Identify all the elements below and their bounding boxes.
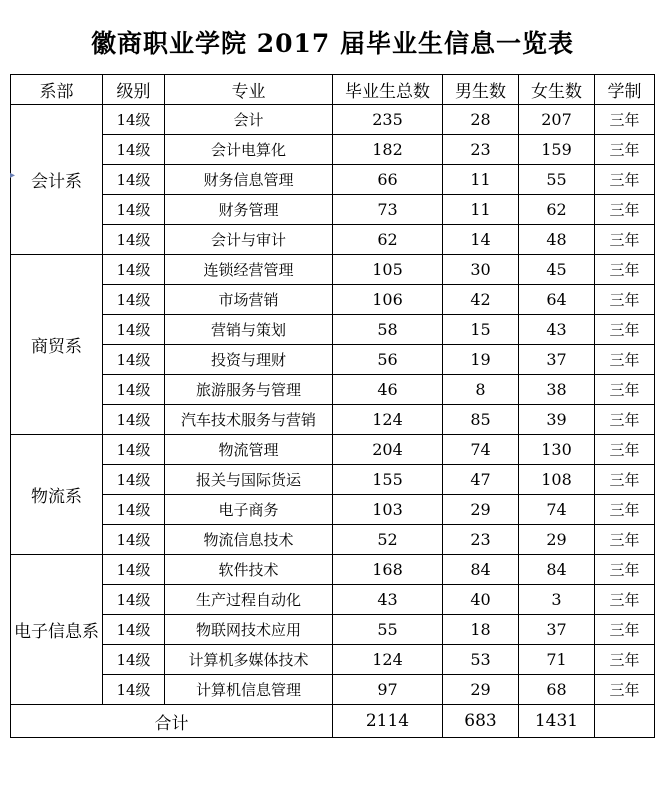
table-row: [11, 435, 655, 465]
total-cell: 43: [333, 585, 443, 615]
system-cell: 三年: [595, 405, 655, 435]
graduate-info-table: [10, 74, 655, 738]
female-cell: 38: [519, 375, 595, 405]
male-cell: 42: [443, 285, 519, 315]
major-cell: 计算机多媒体技术: [165, 645, 333, 675]
total-cell: 62: [333, 225, 443, 255]
female-cell: 37: [519, 345, 595, 375]
total-cell: 46: [333, 375, 443, 405]
system-cell: 三年: [595, 345, 655, 375]
table-row: [11, 135, 655, 165]
system-cell: 三年: [595, 435, 655, 465]
major-cell: 会计电算化: [165, 135, 333, 165]
level-cell: 14级: [103, 615, 165, 645]
total-cell: 204: [333, 435, 443, 465]
system-cell: 三年: [595, 585, 655, 615]
major-cell: 会计与审计: [165, 225, 333, 255]
male-cell: 53: [443, 645, 519, 675]
level-cell: 14级: [103, 465, 165, 495]
table-row: [11, 345, 655, 375]
table-row: [11, 375, 655, 405]
major-cell: 投资与理财: [165, 345, 333, 375]
total-label-cell: 合计: [11, 705, 333, 738]
system-cell: 三年: [595, 675, 655, 705]
table-row: [11, 525, 655, 555]
system-cell: 三年: [595, 375, 655, 405]
page-title: 徽商职业学院 2017 届毕业生信息一览表: [91, 29, 574, 58]
system-cell: 三年: [595, 195, 655, 225]
male-cell: 23: [443, 525, 519, 555]
level-cell: 14级: [103, 555, 165, 585]
column-header-female: 女生数: [519, 75, 595, 105]
system-cell: 三年: [595, 105, 655, 135]
system-cell: 三年: [595, 525, 655, 555]
header-row: [11, 75, 655, 105]
male-cell: 18: [443, 615, 519, 645]
female-cell: 74: [519, 495, 595, 525]
male-cell: 28: [443, 105, 519, 135]
dept-cell: 会计系: [11, 105, 103, 255]
female-cell: 39: [519, 405, 595, 435]
table-row: [11, 285, 655, 315]
male-cell: 8: [443, 375, 519, 405]
total-cell: 235: [333, 105, 443, 135]
male-cell: 40: [443, 585, 519, 615]
male-cell: 29: [443, 495, 519, 525]
female-cell: 84: [519, 555, 595, 585]
level-cell: 14级: [103, 675, 165, 705]
system-cell: 三年: [595, 225, 655, 255]
table-row: [11, 315, 655, 345]
table-row: [11, 255, 655, 285]
female-cell: 71: [519, 645, 595, 675]
system-cell: 三年: [595, 165, 655, 195]
system-cell: 三年: [595, 465, 655, 495]
female-cell: 43: [519, 315, 595, 345]
female-cell: 108: [519, 465, 595, 495]
male-cell: 74: [443, 435, 519, 465]
total-cell: 55: [333, 615, 443, 645]
total-cell: 105: [333, 255, 443, 285]
level-cell: 14级: [103, 405, 165, 435]
table-row: [11, 225, 655, 255]
total-system-cell: [595, 705, 655, 738]
dept-cell: 物流系: [11, 435, 103, 555]
male-cell: 15: [443, 315, 519, 345]
margin-mark-icon: ▸: [10, 170, 16, 181]
column-header-major: 专业: [165, 75, 333, 105]
female-cell: 207: [519, 105, 595, 135]
column-header-level: 级别: [103, 75, 165, 105]
total-cell: 56: [333, 345, 443, 375]
total-cell: 106: [333, 285, 443, 315]
table-row: [11, 495, 655, 525]
table-row: [11, 675, 655, 705]
major-cell: 汽车技术服务与营销: [165, 405, 333, 435]
level-cell: 14级: [103, 105, 165, 135]
major-cell: 营销与策划: [165, 315, 333, 345]
table-row: [11, 555, 655, 585]
female-cell: 62: [519, 195, 595, 225]
table-row: [11, 645, 655, 675]
level-cell: 14级: [103, 435, 165, 465]
female-cell: 130: [519, 435, 595, 465]
table-row: [11, 165, 655, 195]
total-cell: 168: [333, 555, 443, 585]
system-cell: 三年: [595, 315, 655, 345]
level-cell: 14级: [103, 285, 165, 315]
table-total-row: [11, 705, 655, 738]
major-cell: 物流管理: [165, 435, 333, 465]
table-row: [11, 465, 655, 495]
major-cell: 计算机信息管理: [165, 675, 333, 705]
total-cell: 52: [333, 525, 443, 555]
table-row: [11, 195, 655, 225]
male-cell: 23: [443, 135, 519, 165]
document-page: [0, 24, 665, 794]
major-cell: 物联网技术应用: [165, 615, 333, 645]
major-cell: 市场营销: [165, 285, 333, 315]
system-cell: 三年: [595, 615, 655, 645]
table-body: [11, 105, 655, 738]
level-cell: 14级: [103, 135, 165, 165]
total-cell: 155: [333, 465, 443, 495]
male-cell: 11: [443, 165, 519, 195]
level-cell: 14级: [103, 165, 165, 195]
total-male-cell: 683: [443, 705, 519, 738]
total-female-cell: 1431: [519, 705, 595, 738]
female-cell: 3: [519, 585, 595, 615]
major-cell: 连锁经营管理: [165, 255, 333, 285]
total-cell: 66: [333, 165, 443, 195]
level-cell: 14级: [103, 645, 165, 675]
level-cell: 14级: [103, 495, 165, 525]
male-cell: 14: [443, 225, 519, 255]
male-cell: 30: [443, 255, 519, 285]
table-row: [11, 615, 655, 645]
major-cell: 旅游服务与管理: [165, 375, 333, 405]
major-cell: 报关与国际货运: [165, 465, 333, 495]
dept-cell: 商贸系: [11, 255, 103, 435]
level-cell: 14级: [103, 195, 165, 225]
male-cell: 11: [443, 195, 519, 225]
system-cell: 三年: [595, 495, 655, 525]
male-cell: 85: [443, 405, 519, 435]
total-cell: 182: [333, 135, 443, 165]
total-cell: 97: [333, 675, 443, 705]
level-cell: 14级: [103, 375, 165, 405]
level-cell: 14级: [103, 225, 165, 255]
male-cell: 84: [443, 555, 519, 585]
table-header: [11, 75, 655, 105]
total-cell: 73: [333, 195, 443, 225]
female-cell: 45: [519, 255, 595, 285]
total-graduates-cell: 2114: [333, 705, 443, 738]
column-header-male: 男生数: [443, 75, 519, 105]
male-cell: 29: [443, 675, 519, 705]
system-cell: 三年: [595, 645, 655, 675]
male-cell: 47: [443, 465, 519, 495]
column-header-system: 学制: [595, 75, 655, 105]
dept-cell: 电子信息系: [11, 555, 103, 705]
table-row: [11, 105, 655, 135]
total-cell: 124: [333, 645, 443, 675]
major-cell: 会计: [165, 105, 333, 135]
level-cell: 14级: [103, 525, 165, 555]
system-cell: 三年: [595, 555, 655, 585]
total-cell: 58: [333, 315, 443, 345]
female-cell: 55: [519, 165, 595, 195]
system-cell: 三年: [595, 135, 655, 165]
level-cell: 14级: [103, 345, 165, 375]
table-row: [11, 585, 655, 615]
total-cell: 124: [333, 405, 443, 435]
table-row: [11, 405, 655, 435]
major-cell: 软件技术: [165, 555, 333, 585]
major-cell: 生产过程自动化: [165, 585, 333, 615]
male-cell: 19: [443, 345, 519, 375]
total-cell: 103: [333, 495, 443, 525]
female-cell: 64: [519, 285, 595, 315]
column-header-dept: 系部: [11, 75, 103, 105]
system-cell: 三年: [595, 255, 655, 285]
major-cell: 电子商务: [165, 495, 333, 525]
level-cell: 14级: [103, 585, 165, 615]
major-cell: 财务信息管理: [165, 165, 333, 195]
level-cell: 14级: [103, 315, 165, 345]
female-cell: 159: [519, 135, 595, 165]
female-cell: 37: [519, 615, 595, 645]
female-cell: 29: [519, 525, 595, 555]
female-cell: 48: [519, 225, 595, 255]
major-cell: 物流信息技术: [165, 525, 333, 555]
system-cell: 三年: [595, 285, 655, 315]
female-cell: 68: [519, 675, 595, 705]
column-header-total: 毕业生总数: [333, 75, 443, 105]
major-cell: 财务管理: [165, 195, 333, 225]
level-cell: 14级: [103, 255, 165, 285]
